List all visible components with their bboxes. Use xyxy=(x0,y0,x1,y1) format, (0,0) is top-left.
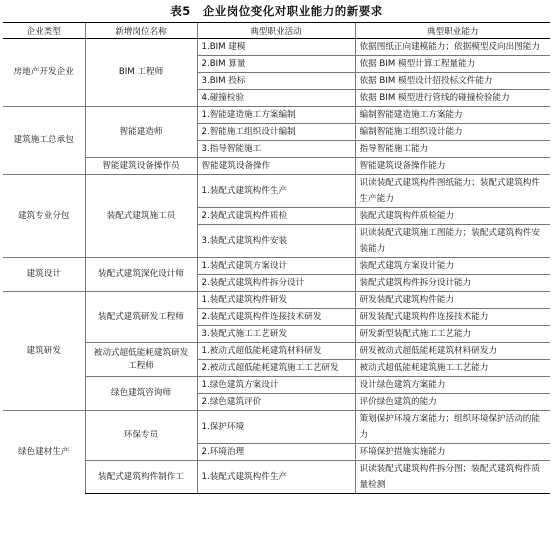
activity-cell: 3.装配式建筑构件安装 xyxy=(197,225,355,258)
ability-cell: 依据 BIM 模型进行管线的碰撞检验能力 xyxy=(355,90,550,107)
activity-cell: 2.装配式建筑构件拆分设计 xyxy=(197,275,355,292)
activity-cell: 1.装配式建筑构件生产 xyxy=(197,461,355,494)
enterprise-type-cell: 建筑施工总承包 xyxy=(3,107,85,175)
position-cell: 绿色建筑咨询师 xyxy=(85,377,197,411)
table-row xyxy=(3,377,550,394)
activity-cell: 4.碰撞检验 xyxy=(197,90,355,107)
header-typical-ability: 典型职业能力 xyxy=(355,23,550,39)
activity-cell: 1.绿色建筑方案设计 xyxy=(197,377,355,394)
table-row xyxy=(3,292,550,309)
header-typical-activity: 典型职业活动 xyxy=(197,23,355,39)
position-cell: 装配式建筑研发工程师 xyxy=(85,292,197,343)
header-enterprise-type: 企业类型 xyxy=(3,23,85,39)
table-row xyxy=(3,343,550,360)
enterprise-type-cell: 建筑设计 xyxy=(3,258,85,292)
ability-cell: 编制智能建造施工方案能力 xyxy=(355,107,550,124)
activity-cell: 1.装配式建筑构件生产 xyxy=(197,175,355,208)
ability-cell: 装配式建筑构件拆分设计能力 xyxy=(355,275,550,292)
position-cell: 被动式超低能耗建筑研发工程师 xyxy=(85,343,197,377)
activity-cell: 3.指导智能施工 xyxy=(197,141,355,158)
activity-cell: 2.装配式建筑构件连接技术研发 xyxy=(197,309,355,326)
ability-cell: 研发新型装配式施工工艺能力 xyxy=(355,326,550,343)
activity-cell: 1.被动式超低能耗建筑材料研发 xyxy=(197,343,355,360)
position-cell: 智能建造师 xyxy=(85,107,197,158)
table-row xyxy=(3,158,550,175)
activity-cell: 2.绿色建筑评价 xyxy=(197,394,355,411)
position-cell: BIM 工程师 xyxy=(85,39,197,107)
enterprise-type-cell: 建筑研发 xyxy=(3,292,85,411)
header-new-position: 新增岗位名称 xyxy=(85,23,197,39)
requirements-table xyxy=(3,22,550,494)
activity-cell: 2.环境治理 xyxy=(197,444,355,461)
ability-cell: 策划保护环境方案能力；组织环境保护活动的能力 xyxy=(355,411,550,444)
activity-cell: 1.保护环境 xyxy=(197,411,355,444)
activity-cell: 3.装配式施工工艺研发 xyxy=(197,326,355,343)
ability-cell: 评价绿色建筑的能力 xyxy=(355,394,550,411)
position-cell: 装配式建筑构件制作工 xyxy=(85,461,197,494)
position-cell: 环保专员 xyxy=(85,411,197,461)
ability-cell: 依据图纸正向建模能力；依据模型反向出图能力 xyxy=(355,39,550,56)
activity-cell: 1.BIM 建模 xyxy=(197,39,355,56)
activity-cell: 2.装配式建筑构件质检 xyxy=(197,208,355,225)
activity-cell: 1.装配式建筑构件研发 xyxy=(197,292,355,309)
activity-cell: 1.智能建造施工方案编制 xyxy=(197,107,355,124)
activity-cell: 1.装配式建筑方案设计 xyxy=(197,258,355,275)
ability-cell: 被动式超低能耗建筑施工工艺能力 xyxy=(355,360,550,377)
position-cell: 智能建筑设备操作员 xyxy=(85,158,197,175)
ability-cell: 编制智能施工组织设计能力 xyxy=(355,124,550,141)
ability-cell: 指导智能施工能力 xyxy=(355,141,550,158)
activity-cell: 3.BIM 投标 xyxy=(197,73,355,90)
position-cell: 装配式建筑深化设计师 xyxy=(85,258,197,292)
ability-cell: 依据 BIM 模型设计招投标文件能力 xyxy=(355,73,550,90)
ability-cell: 装配式建筑方案设计能力 xyxy=(355,258,550,275)
table-row xyxy=(3,107,550,124)
table-row xyxy=(3,258,550,275)
ability-cell: 识读装配式建筑构件拆分图；装配式建筑构件质量检测 xyxy=(355,461,550,494)
table-header-row xyxy=(3,23,550,39)
ability-cell: 识读装配式建筑施工图能力；装配式建筑构件安装能力 xyxy=(355,225,550,258)
ability-cell: 研发装配式建筑构件连接技术能力 xyxy=(355,309,550,326)
ability-cell: 识读装配式建筑构件图纸能力；装配式建筑构件生产能力 xyxy=(355,175,550,208)
activity-cell: 2.智能施工组织设计编制 xyxy=(197,124,355,141)
enterprise-type-cell: 绿色建材生产 xyxy=(3,411,85,494)
ability-cell: 研发装配式建筑构件能力 xyxy=(355,292,550,309)
activity-cell: 智能建筑设备操作 xyxy=(197,158,355,175)
ability-cell: 装配式建筑构件质检能力 xyxy=(355,208,550,225)
activity-cell: 2.被动式超低能耗建筑施工工艺研发 xyxy=(197,360,355,377)
enterprise-type-cell: 房地产开发企业 xyxy=(3,39,85,107)
ability-cell: 环境保护措施实施能力 xyxy=(355,444,550,461)
activity-cell: 2.BIM 算量 xyxy=(197,56,355,73)
ability-cell: 智能建筑设备操作能力 xyxy=(355,158,550,175)
enterprise-type-cell: 建筑专业分包 xyxy=(3,175,85,258)
ability-cell: 设计绿色建筑方案能力 xyxy=(355,377,550,394)
table-caption: 表5 企业岗位变化对职业能力的新要求 xyxy=(170,4,383,18)
ability-cell: 研发被动式超低能耗建筑材料研发力 xyxy=(355,343,550,360)
position-cell: 装配式建筑施工员 xyxy=(85,175,197,258)
ability-cell: 依据 BIM 模型计算工程量能力 xyxy=(355,56,550,73)
